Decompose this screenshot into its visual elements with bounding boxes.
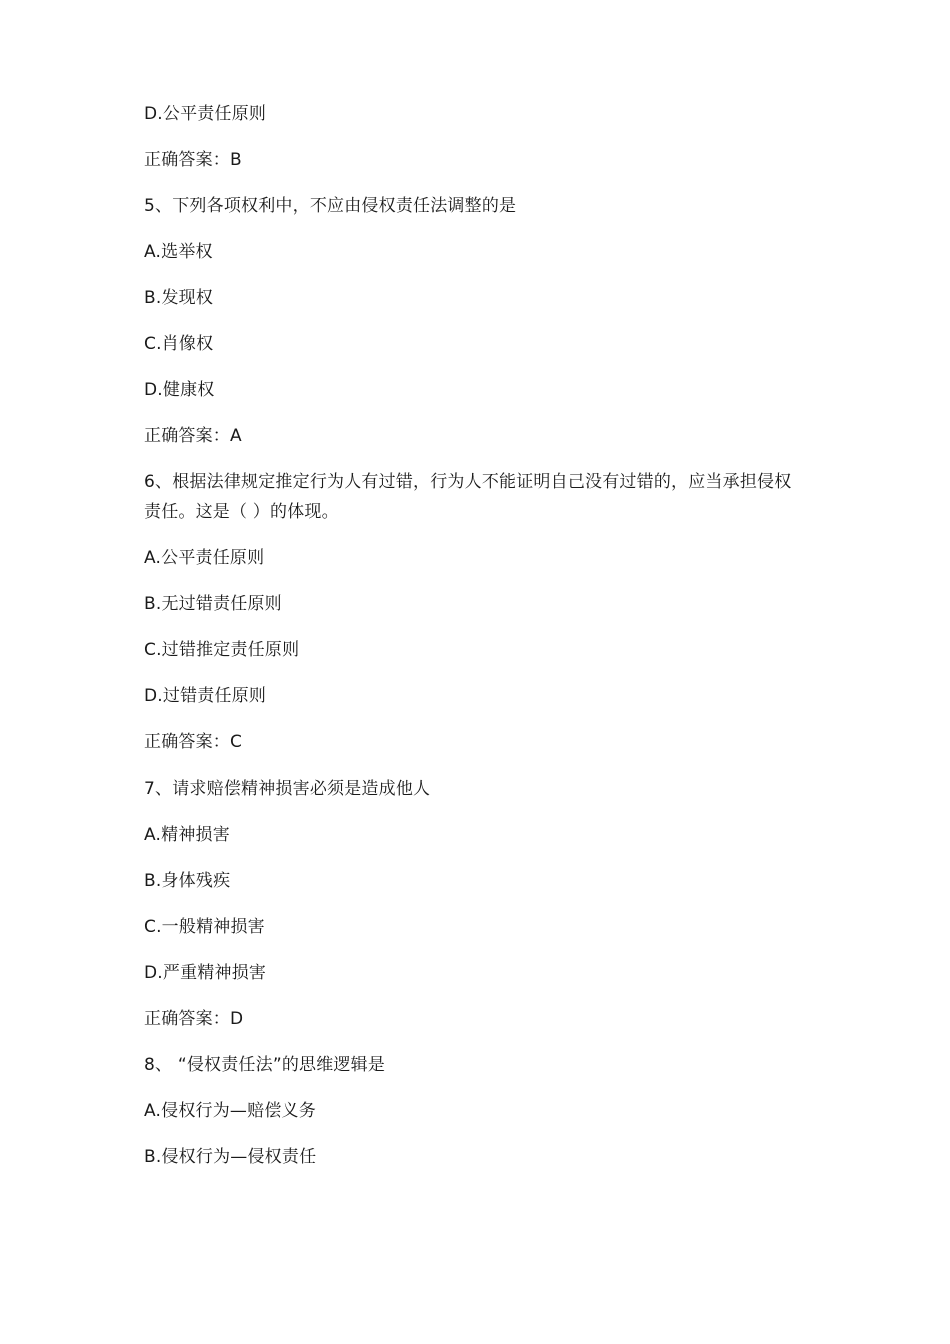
q5-answer: 正确答案：A xyxy=(144,426,242,446)
q5-option-b: B.发现权 xyxy=(144,288,214,308)
q7-question: 7、请求赔偿精神损害必须是造成他人 xyxy=(144,779,431,799)
q6-option-a: A.公平责任原则 xyxy=(144,548,265,568)
q8-option-b: B.侵权行为—侵权责任 xyxy=(144,1147,317,1167)
q7-option-c: C.一般精神损害 xyxy=(144,917,265,937)
q7-option-a: A.精神损害 xyxy=(144,825,230,845)
q4-answer: 正确答案：B xyxy=(144,150,242,170)
q5-option-a: A.选举权 xyxy=(144,242,213,262)
q5-option-d: D.健康权 xyxy=(144,380,215,400)
q7-answer: 正确答案：D xyxy=(144,1009,244,1029)
q6-option-d: D.过错责任原则 xyxy=(144,686,267,706)
q6-question-line2: 责任。这是（ ）的体现。 xyxy=(144,502,339,522)
q4-option-d: D.公平责任原则 xyxy=(144,104,267,124)
q5-option-c: C.肖像权 xyxy=(144,334,214,354)
q6-question-line1: 6、根据法律规定推定行为人有过错，行为人不能证明自己没有过错的，应当承担侵权 xyxy=(144,472,792,492)
q6-option-b: B.无过错责任原则 xyxy=(144,594,282,614)
q8-option-a: A.侵权行为—赔偿义务 xyxy=(144,1101,316,1121)
q8-question: 8、 “侵权责任法”的思维逻辑是 xyxy=(144,1055,386,1075)
q7-option-d: D.严重精神损害 xyxy=(144,963,267,983)
q6-option-c: C.过错推定责任原则 xyxy=(144,640,300,660)
q5-question: 5、下列各项权利中，不应由侵权责任法调整的是 xyxy=(144,196,517,216)
q7-option-b: B.身体残疾 xyxy=(144,871,231,891)
q6-answer: 正确答案：C xyxy=(144,732,243,752)
